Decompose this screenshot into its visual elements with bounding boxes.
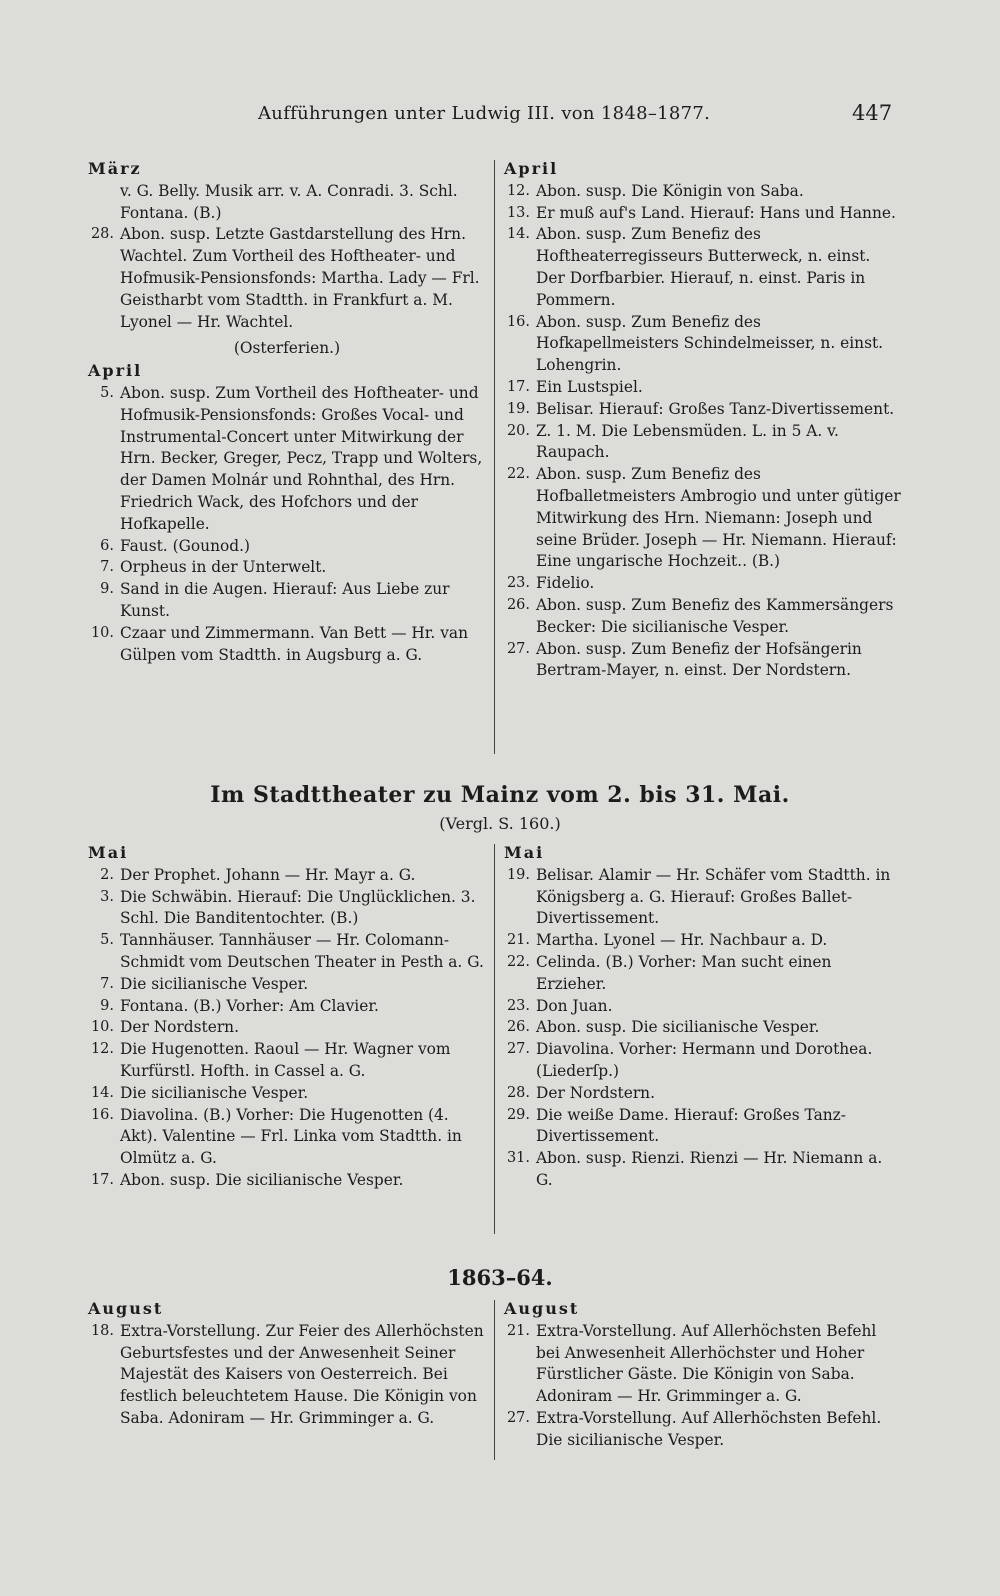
performance-entry	[504, 865, 902, 930]
page-number: 447	[852, 101, 893, 125]
s1-left-column	[88, 158, 486, 666]
entry-text: Abon. susp. Zum Benefiz des Hoftheaterregisseurs Butterweck, n. einst. Der Dorfbarbier. Hierauf, n. einst. Paris in Pommern.	[536, 225, 871, 309]
entry-date: 17.	[90, 1171, 114, 1188]
performance-entry	[88, 557, 486, 579]
entry-text: Abon. susp. Letzte Gastdarstellung des Hrn. Wachtel. Zum Vortheil des Hoftheater- und Hofmusik-Pensionsfonds: Martha. Lady — Frl. Geistharbt vom Stadtth. in Frankfurt a. M. Lyonel — Hr. Wachtel.	[120, 225, 480, 331]
entry-date: 3.	[100, 888, 114, 905]
performance-entry	[88, 996, 486, 1018]
month-heading: April	[88, 361, 143, 381]
running-header: Aufführungen unter Ludwig III. von 1848–1877.	[258, 103, 711, 124]
entry-text: Belisar. Hierauf: Großes Tanz-Divertissement.	[536, 399, 895, 418]
performance-entry	[504, 930, 902, 952]
month-heading: Mai	[504, 843, 545, 862]
entry-date: 22.	[506, 953, 530, 970]
performance-entry	[88, 974, 486, 996]
entry-text: v. G. Belly. Musik arr. v. A. Conradi. 3. Schl. Fontana. (B.)	[120, 181, 458, 222]
entry-text: Faust. (Gounod.)	[120, 536, 250, 555]
entry-date: 18.	[90, 1322, 114, 1339]
entry-text: Extra-Vorstellung. Auf Allerhöchsten Befehl. Die sicilianische Vesper.	[536, 1408, 882, 1449]
performance-entry	[504, 224, 902, 311]
entry-text: Fidelio.	[536, 574, 595, 593]
entry-text: Die Hugenotten. Raoul — Hr. Wagner vom Kurfürstl. Hofth. in Cassel a. G.	[120, 1040, 451, 1080]
performance-entry	[504, 203, 902, 225]
entry-date: 27.	[506, 1041, 530, 1058]
entry-date: 7.	[100, 975, 114, 992]
entry-date: 29.	[506, 1106, 530, 1123]
entry-text: Abon. susp. Zum Benefiz des Kammersängers Becker: Die sicilianische Vesper.	[536, 595, 894, 636]
performance-entry	[88, 1170, 486, 1192]
entry-date: 17.	[506, 378, 530, 395]
entry-text: Martha. Lyonel — Hr. Nachbaur a. D.	[536, 931, 828, 950]
entry-text: Abon. susp. Zum Vortheil des Hoftheater- und Hofmusik-Pensionsfonds: Großes Vocal- und Instrumental-Concert unter Mitwirkung der Hrn. Becker, Greger, Pecz, Trapp und Wolters, der Damen Molnár und Rohnthal, des Hrn. Friedrich Wack, des Hofchors und der Hofkapelle.	[120, 383, 483, 533]
entry-text: Extra-Vorstellung. Zur Feier des Allerhöchsten Geburtsfestes und der Anwesenheit Seiner Majestät des Kaisers von Oesterreich. Bei festlich beleuchtetem Hause. Die Königin von Saba. Adoniram — Hr. Grimminger a. G.	[120, 1321, 484, 1427]
entry-text: Die weiße Dame. Hierauf: Großes Tanz-Divertissement.	[536, 1105, 846, 1146]
performance-entry	[504, 595, 902, 639]
performance-entry	[88, 865, 486, 887]
entry-text: Tannhäuser. Tannhäuser — Hr. Colomann-Schmidt vom Deutschen Theater in Pesth a. G.	[120, 931, 484, 971]
performance-entry	[504, 996, 902, 1018]
performance-entry	[88, 930, 486, 974]
entry-date: 10.	[90, 624, 114, 641]
entry-date: 16.	[506, 313, 530, 330]
entry-text: Die Schwäbin. Hierauf: Die Unglücklichen. 3. Schl. Die Banditentochter. (B.)	[120, 887, 476, 928]
entry-text: Belisar. Alamir — Hr. Schäfer vom Stadtth. in Königsberg a. G. Hierauf: Großes Ballet-Divertissement.	[536, 865, 891, 928]
entry-date: 12.	[506, 182, 530, 199]
entry-text: Abon. susp. Die sicilianische Vesper.	[120, 1170, 404, 1189]
entry-text: Er muß auf's Land. Hierauf: Hans und Hanne.	[536, 203, 896, 222]
season-title: 1863–64.	[447, 1265, 553, 1290]
entry-text: Czaar und Zimmermann. Van Bett — Hr. van Gülpen vom Stadtth. in Augsburg a. G.	[120, 623, 469, 664]
performance-entry	[504, 1321, 902, 1408]
entry-date: 9.	[100, 997, 114, 1014]
month-heading: August	[88, 1299, 164, 1318]
entry-text: Orpheus in der Unterwelt.	[120, 558, 327, 577]
performance-entry	[504, 312, 902, 377]
entry-text: Diavolina. (B.) Vorher: Die Hugenotten (4. Akt). Valentine — Frl. Linka vom Stadtth. in Olmütz a. G.	[120, 1105, 462, 1168]
section-subtitle: (Vergl. S. 160.)	[439, 814, 561, 833]
entry-date: 6.	[100, 537, 114, 554]
entry-date: 19.	[506, 400, 530, 417]
entry-text: Sand in die Augen. Hierauf: Aus Liebe zur Kunst.	[120, 580, 450, 620]
performance-entry	[88, 1017, 486, 1039]
performance-entry	[88, 623, 486, 667]
performance-entry	[504, 377, 902, 399]
entry-text: Z. 1. M. Die Lebensmüden. L. in 5 A. v. Raupach.	[536, 421, 839, 462]
performance-entry	[504, 573, 902, 595]
s2-left-column	[88, 842, 486, 1192]
performance-entry	[504, 639, 902, 683]
month-heading: Mai	[88, 843, 129, 862]
performance-entry	[88, 1105, 486, 1170]
s1-right-column	[504, 158, 902, 682]
entry-text: Abon. susp. Zum Benefiz des Hofkapellmeisters Schindelmeisser, n. einst. Lohengrin.	[536, 312, 884, 375]
s3-left-column	[88, 1298, 486, 1430]
entry-date: 26.	[506, 1019, 530, 1036]
entry-date: 5.	[100, 384, 114, 401]
entry-date: 27.	[506, 1409, 530, 1426]
entry-date: 14.	[506, 226, 530, 243]
performance-entry	[504, 1105, 902, 1149]
column-divider	[494, 1300, 495, 1460]
entry-text: Ein Lustspiel.	[536, 377, 643, 396]
s2-right-column	[504, 842, 902, 1192]
entry-text: Abon. susp. Zum Benefiz des Hofballetmeisters Ambrogio und unter gütiger Mitwirkung des Hrn. Niemann: Joseph und seine Brüder. Joseph — Hr. Niemann. Hierauf: Eine ungarische Hochzeit.. (B.)	[536, 465, 901, 571]
entry-date: 13.	[506, 204, 530, 221]
entry-text: Don Juan.	[536, 996, 613, 1015]
performance-entry	[504, 1039, 902, 1083]
entry-date: 21.	[506, 1322, 530, 1339]
entry-date: 19.	[506, 866, 530, 883]
performance-entry	[504, 464, 902, 573]
section-title: Im Stadttheater zu Mainz vom 2. bis 31. Mai.	[210, 782, 790, 808]
entry-date: 31.	[506, 1150, 530, 1167]
entry-date: 26.	[506, 596, 530, 613]
performance-entry	[88, 1039, 486, 1083]
entry-text: Abon. susp. Zum Benefiz der Hofsängerin Bertram-Mayer, n. einst. Der Nordstern.	[536, 639, 862, 680]
performance-entry	[88, 383, 486, 536]
entry-text: Extra-Vorstellung. Auf Allerhöchsten Befehl bei Anwesenheit Allerhöchster und Hoher Fürstlicher Gäste. Die Königin von Saba. Adoniram — Hr. Grimminger a. G.	[536, 1321, 877, 1406]
entry-text: Abon. susp. Die Königin von Saba.	[536, 181, 804, 200]
s3-right-column	[504, 1298, 902, 1452]
performance-entry	[504, 1408, 902, 1452]
entry-date: 23.	[506, 575, 530, 592]
entry-text: Diavolina. Vorher: Hermann und Dorothea. (Liederſp.)	[536, 1040, 873, 1080]
performance-entry	[504, 1017, 902, 1039]
performance-entry	[504, 181, 902, 203]
entry-text: Der Nordstern.	[120, 1018, 239, 1037]
entry-text: Celinda. (B.) Vorher: Man sucht einen Erzieher.	[536, 952, 832, 993]
performance-entry	[88, 887, 486, 931]
entry-text: Die sicilianische Vesper.	[120, 974, 309, 993]
entry-date: 16.	[90, 1106, 114, 1123]
performance-entry	[504, 1148, 902, 1192]
month-heading: März	[88, 159, 142, 178]
entry-date: 20.	[506, 422, 530, 439]
performance-entry	[504, 1083, 902, 1105]
entry-date: 12.	[90, 1041, 114, 1058]
entry-date: 28.	[506, 1084, 530, 1101]
entry-text: Die sicilianische Vesper.	[120, 1083, 309, 1102]
performance-entry	[88, 1083, 486, 1105]
month-heading: August	[504, 1299, 580, 1318]
entry-date: 22.	[506, 466, 530, 483]
entry-date: 27.	[506, 640, 530, 657]
entry-date: 5.	[100, 932, 114, 949]
performance-entry	[504, 421, 902, 465]
entry-date: 9.	[100, 581, 114, 598]
entry-date: 21.	[506, 932, 530, 949]
holiday-note: (Osterferien.)	[233, 339, 341, 358]
performance-entry	[504, 399, 902, 421]
entry-date: 10.	[90, 1019, 114, 1036]
entry-text: Fontana. (B.) Vorher: Am Clavier.	[120, 996, 379, 1015]
entry-date: 23.	[506, 997, 530, 1014]
entry-date: 14.	[90, 1084, 114, 1101]
entry-date: 28.	[90, 226, 114, 243]
entry-date: 2.	[100, 866, 114, 883]
performance-entry	[88, 536, 486, 558]
entry-text: Abon. susp. Die sicilianische Vesper.	[536, 1018, 820, 1037]
column-divider	[494, 160, 495, 754]
performance-entry	[88, 224, 486, 333]
performance-entry	[504, 952, 902, 996]
entry-text: Abon. susp. Rienzi. Rienzi — Hr. Niemann a. G.	[536, 1149, 883, 1189]
performance-entry	[88, 181, 486, 225]
entry-text: Der Nordstern.	[536, 1083, 655, 1102]
performance-entry	[88, 579, 486, 623]
entry-date: 7.	[100, 559, 114, 576]
entry-text: Der Prophet. Johann — Hr. Mayr a. G.	[120, 865, 416, 884]
column-divider	[494, 844, 495, 1234]
performance-entry	[88, 1321, 486, 1430]
month-heading: April	[504, 159, 559, 178]
